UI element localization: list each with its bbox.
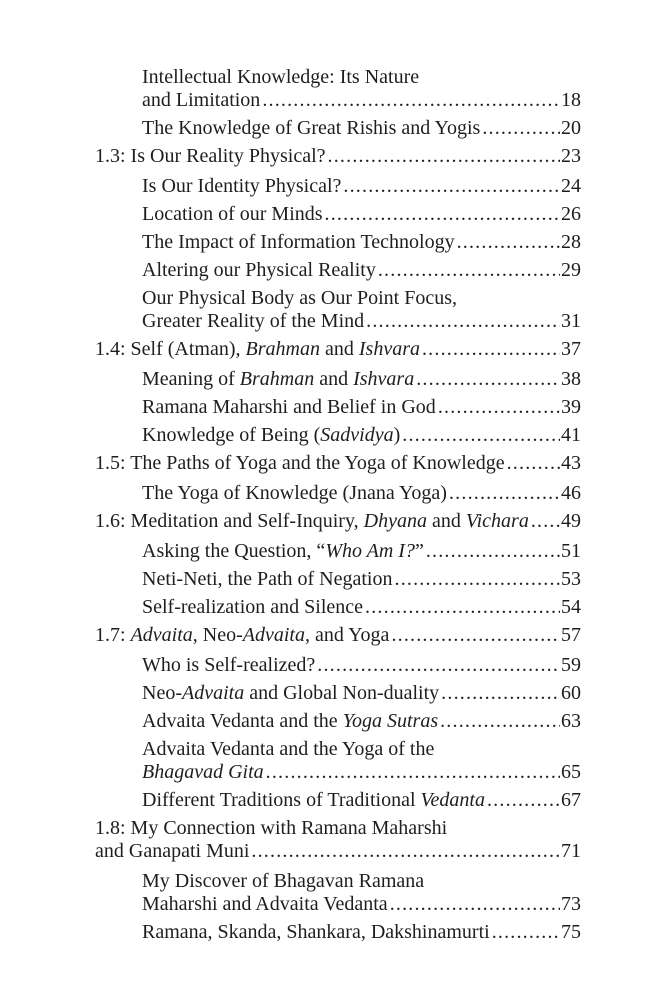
toc-line <box>142 89 581 112</box>
toc-line <box>142 568 581 591</box>
dot-leader <box>487 789 560 812</box>
toc-line <box>142 259 581 282</box>
toc-title-segment: Maharshi and Advaita Vedanta <box>142 893 388 915</box>
toc-title-segment: Location of our Minds <box>142 203 323 225</box>
toc-line <box>142 921 581 944</box>
toc-entry <box>142 596 581 619</box>
dot-leader <box>317 654 560 677</box>
toc-entry <box>95 338 581 361</box>
toc-entry-title <box>142 540 424 563</box>
toc-title-segment: Different Traditions of Traditional <box>142 789 421 811</box>
page-number: 18 <box>561 89 581 111</box>
toc-title-segment: 1.6: Meditation and Self-Inquiry, <box>95 510 364 532</box>
toc-title-segment: , Neo- <box>192 624 243 646</box>
toc-entry-title <box>95 817 447 840</box>
page-number: 73 <box>561 893 581 915</box>
toc-entry-title <box>142 738 434 761</box>
toc-line <box>142 710 581 733</box>
dot-leader <box>402 424 560 447</box>
toc-title-italic-segment: Brahman <box>245 338 320 360</box>
page-number: 38 <box>561 368 581 390</box>
toc-title-italic-segment: Advaita <box>130 624 193 646</box>
page-number: 75 <box>561 921 581 943</box>
toc-title-segment: Knowledge of Being ( <box>142 424 321 446</box>
dot-leader <box>266 761 560 784</box>
toc-title-segment: Self-realization and Silence <box>142 596 364 618</box>
toc-line <box>95 817 581 840</box>
toc-entry-title <box>142 175 341 198</box>
dot-leader <box>482 117 560 140</box>
dot-leader <box>262 89 560 112</box>
toc-title-segment: Who is Self-realized? <box>142 654 316 676</box>
toc-line <box>95 452 581 475</box>
toc-list <box>95 66 581 949</box>
toc-title-italic-segment: Vichara <box>465 510 529 532</box>
toc-title-segment: ) <box>393 424 401 446</box>
page-number: 37 <box>561 338 581 360</box>
toc-line <box>142 682 581 705</box>
toc-line <box>142 231 581 254</box>
toc-line <box>95 145 581 168</box>
toc-title-segment: The Impact of Information Technology <box>142 231 455 253</box>
toc-entry-title <box>142 203 323 226</box>
page-number: 59 <box>561 654 581 676</box>
toc-title-segment: 1.8: My Connection with Ramana Maharshi <box>95 817 448 839</box>
toc-entry <box>142 368 581 391</box>
toc-title-segment: Neo- <box>142 682 182 704</box>
toc-title-segment: Neti-Neti, the Path of Negation <box>142 568 393 590</box>
toc-title-segment: Greater Reality of the Mind <box>142 310 365 332</box>
toc-line <box>142 789 581 812</box>
page-number: 46 <box>561 482 581 504</box>
toc-entry <box>142 66 581 112</box>
dot-leader <box>422 338 560 361</box>
dot-leader <box>438 396 560 419</box>
toc-entry <box>142 482 581 505</box>
toc-entry <box>142 568 581 591</box>
toc-title-segment: The Knowledge of Great Rishis and Yogis <box>142 117 481 139</box>
toc-entry-title <box>142 117 480 140</box>
toc-line <box>142 424 581 447</box>
toc-line <box>142 870 581 893</box>
toc-line <box>142 287 581 310</box>
toc-entry-title <box>95 145 326 168</box>
toc-line <box>142 203 581 226</box>
toc-title-segment: Ramana Maharshi and Belief in God <box>142 396 436 418</box>
toc-entry-title <box>95 452 505 475</box>
page-number: 28 <box>561 231 581 253</box>
toc-entry <box>142 287 581 333</box>
toc-line <box>142 117 581 140</box>
toc-entry-title <box>142 66 419 89</box>
toc-title-segment: Altering our Physical Reality <box>142 259 376 281</box>
page-number: 63 <box>561 710 581 732</box>
toc-title-italic-segment: Vedanta <box>420 789 485 811</box>
page-number: 60 <box>561 682 581 704</box>
page-number: 39 <box>561 396 581 418</box>
page-number: 67 <box>561 789 581 811</box>
toc-entry-title <box>142 921 490 944</box>
dot-leader <box>531 510 560 533</box>
page-number: 57 <box>561 624 581 646</box>
toc-title-segment: and Global Non-duality <box>244 682 440 704</box>
page-number: 24 <box>561 175 581 197</box>
toc-entry-title <box>142 89 260 112</box>
dot-leader <box>366 310 560 333</box>
toc-entry <box>142 117 581 140</box>
page-number: 51 <box>561 540 581 562</box>
toc-title-italic-segment: Advaita <box>181 682 245 704</box>
toc-entry <box>142 203 581 226</box>
toc-title-segment: Meaning of <box>142 368 240 390</box>
toc-line <box>142 540 581 563</box>
toc-entry-title <box>142 596 363 619</box>
toc-title-italic-segment: Dhyana <box>363 510 427 532</box>
toc-entry-title <box>142 396 436 419</box>
toc-entry <box>142 231 581 254</box>
toc-entry <box>95 145 581 168</box>
toc-entry <box>142 540 581 563</box>
dot-leader <box>391 624 560 647</box>
dot-leader <box>441 682 560 705</box>
toc-entry <box>142 682 581 705</box>
toc-entry-title <box>142 789 485 812</box>
toc-title-segment: Ramana, Skanda, Shankara, Dakshinamurti <box>142 921 490 943</box>
toc-entry-title <box>142 310 364 333</box>
toc-line <box>142 482 581 505</box>
toc-entry-title <box>95 510 529 533</box>
toc-entry <box>95 452 581 475</box>
toc-entry <box>142 870 581 916</box>
toc-entry-title <box>142 568 393 591</box>
dot-leader <box>390 893 560 916</box>
toc-entry <box>142 710 581 733</box>
dot-leader <box>343 175 560 198</box>
toc-title-segment: , and Yoga <box>304 624 390 646</box>
toc-entry <box>142 424 581 447</box>
dot-leader <box>416 368 560 391</box>
toc-title-segment: and Ganapati Muni <box>95 840 250 862</box>
toc-entry <box>142 654 581 677</box>
page-number: 65 <box>561 761 581 783</box>
toc-title-segment: 1.7: <box>95 624 131 646</box>
toc-line <box>95 624 581 647</box>
toc-entry-title <box>142 424 400 447</box>
toc-line <box>95 510 581 533</box>
toc-title-italic-segment: Yoga Sutras <box>342 710 439 732</box>
toc-title-segment: 1.4: Self (Atman), <box>95 338 246 360</box>
toc-line <box>142 66 581 89</box>
page-number: 20 <box>561 117 581 139</box>
dot-leader <box>492 921 560 944</box>
page-number: 49 <box>561 510 581 532</box>
toc-title-italic-segment: Brahman <box>239 368 315 390</box>
toc-line <box>142 893 581 916</box>
toc-title-segment: Our Physical Body as Our Point Focus, <box>142 287 457 309</box>
dot-leader <box>426 540 560 563</box>
dot-leader <box>378 259 560 282</box>
toc-title-segment: The Yoga of Knowledge (Jnana Yoga) <box>142 482 447 504</box>
toc-entry-title <box>142 870 424 893</box>
page-number: 54 <box>561 596 581 618</box>
toc-title-segment: Asking the Question, “ <box>142 540 326 562</box>
toc-entry-title <box>142 710 438 733</box>
toc-entry-title <box>142 259 376 282</box>
page-number: 23 <box>561 145 581 167</box>
toc-title-segment: and <box>319 338 359 360</box>
toc-entry-title <box>142 231 455 254</box>
toc-line <box>142 761 581 784</box>
toc-title-italic-segment: Sadvidya <box>320 424 394 446</box>
toc-entry-title <box>95 338 420 361</box>
page-number: 43 <box>561 452 581 474</box>
toc-entry <box>95 624 581 647</box>
toc-entry-title <box>142 682 439 705</box>
toc-entry <box>95 817 581 863</box>
dot-leader <box>395 568 561 591</box>
toc-entry-title <box>95 840 249 863</box>
toc-title-segment: Advaita Vedanta and the <box>142 710 343 732</box>
page-number: 29 <box>561 259 581 281</box>
toc-entry <box>142 259 581 282</box>
toc-title-italic-segment: Bhagavad Gita <box>142 761 264 783</box>
dot-leader <box>365 596 560 619</box>
page-number: 31 <box>561 310 581 332</box>
dot-leader <box>449 482 560 505</box>
toc-title-italic-segment: Who Am I? <box>325 540 415 562</box>
toc-entry <box>142 789 581 812</box>
toc-entry-title <box>142 287 457 310</box>
page-number: 71 <box>561 840 581 862</box>
toc-entry <box>142 175 581 198</box>
dot-leader <box>251 840 560 863</box>
toc-title-segment: My Discover of Bhagavan Ramana <box>142 870 425 892</box>
toc-title-segment: 1.3: Is Our Reality Physical? <box>95 145 326 167</box>
toc-title-segment: and <box>314 368 354 390</box>
toc-line <box>95 338 581 361</box>
toc-title-segment: ” <box>414 540 424 562</box>
dot-leader <box>507 452 560 475</box>
toc-title-segment: Advaita Vedanta and the Yoga of the <box>142 738 435 760</box>
toc-title-segment: and <box>426 510 466 532</box>
dot-leader <box>328 145 560 168</box>
toc-line <box>142 738 581 761</box>
toc-line <box>142 368 581 391</box>
toc-entry <box>142 738 581 784</box>
toc-entry <box>95 510 581 533</box>
page-number: 26 <box>561 203 581 225</box>
toc-entry-title <box>142 893 388 916</box>
page-number: 53 <box>561 568 581 590</box>
toc-entry-title <box>142 761 264 784</box>
toc-title-italic-segment: Ishvara <box>358 338 420 360</box>
toc-entry <box>142 921 581 944</box>
toc-title-italic-segment: Ishvara <box>353 368 415 390</box>
toc-line <box>142 310 581 333</box>
toc-title-italic-segment: Advaita <box>242 624 305 646</box>
toc-line <box>142 596 581 619</box>
dot-leader <box>440 710 560 733</box>
toc-line <box>142 654 581 677</box>
dot-leader <box>457 231 560 254</box>
toc-title-segment: 1.5: The Paths of Yoga and the Yoga of Knowledge <box>95 452 505 474</box>
page-number: 41 <box>561 424 581 446</box>
toc-line <box>142 175 581 198</box>
toc-line <box>142 396 581 419</box>
toc-title-segment: Intellectual Knowledge: Its Nature <box>142 66 420 88</box>
toc-entry-title <box>142 368 414 391</box>
toc-entry-title <box>142 654 315 677</box>
dot-leader <box>325 203 560 226</box>
toc-title-segment: and Limitation <box>142 89 261 111</box>
toc-entry <box>142 396 581 419</box>
toc-line <box>95 840 581 863</box>
toc-title-segment: Is Our Identity Physical? <box>142 175 342 197</box>
toc-entry-title <box>95 624 389 647</box>
toc-entry-title <box>142 482 447 505</box>
